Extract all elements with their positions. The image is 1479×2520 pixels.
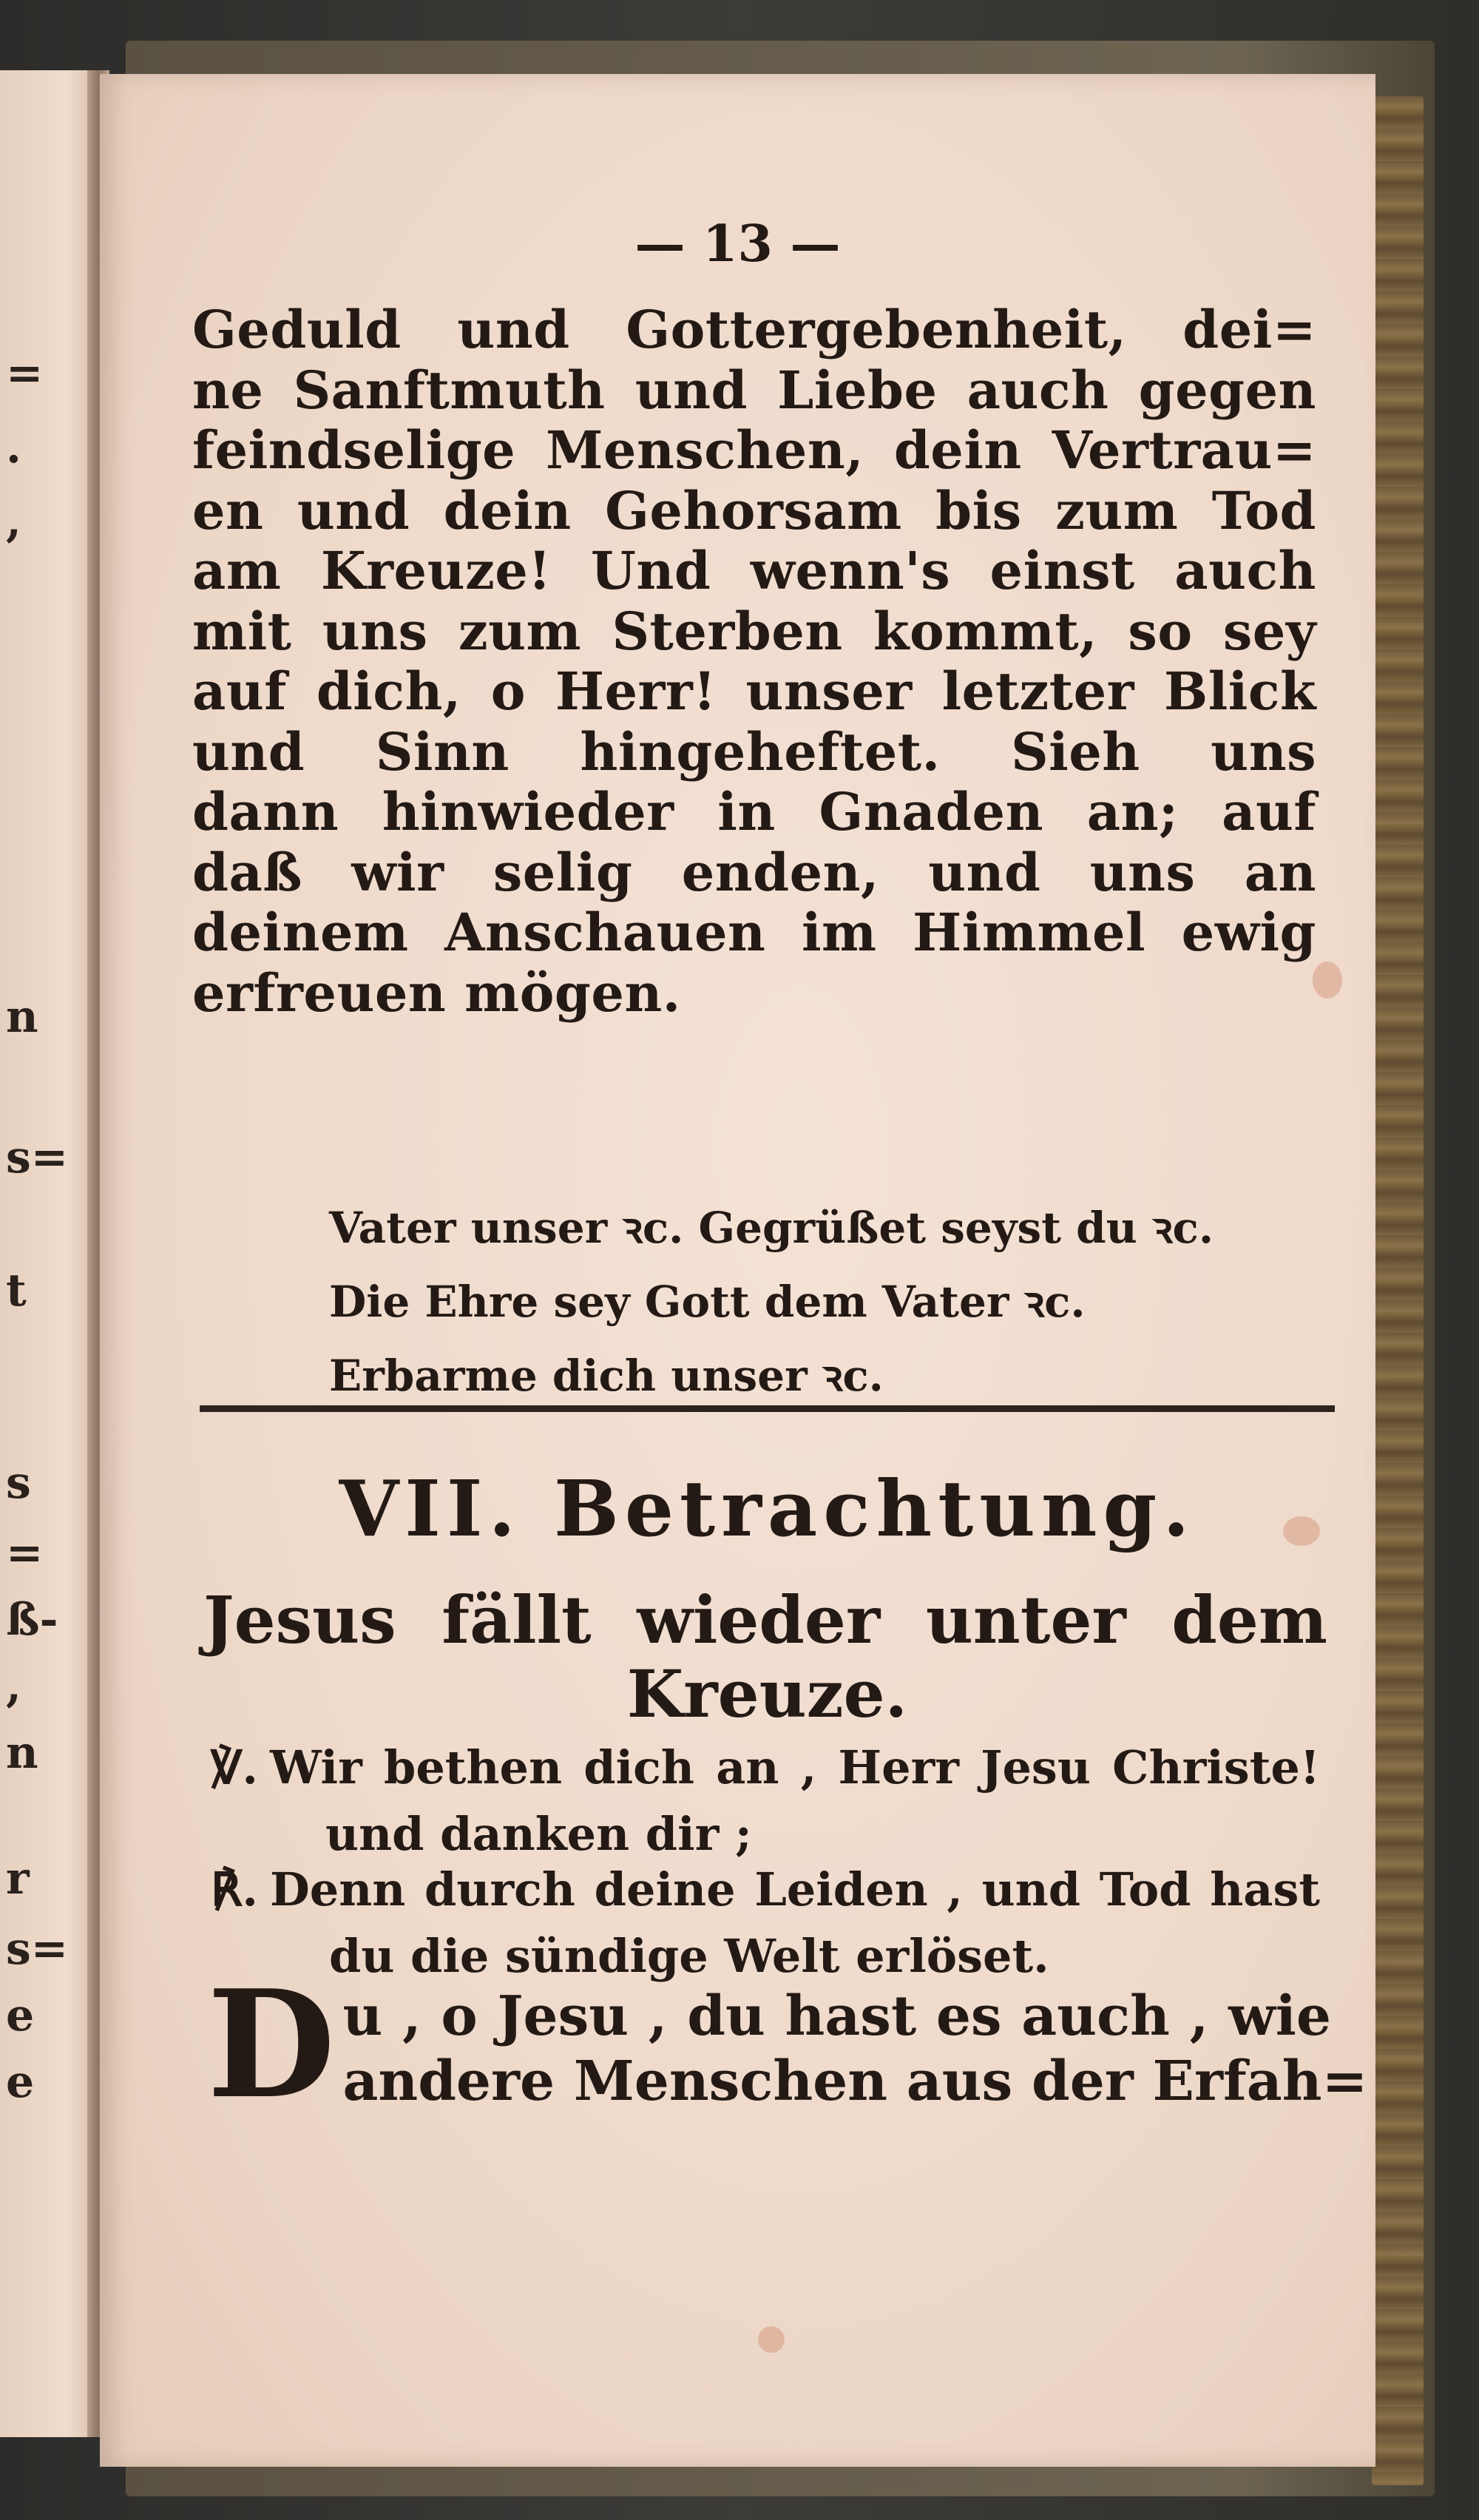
left-page-fragment: e bbox=[6, 1990, 35, 2041]
response bbox=[211, 1857, 1335, 1990]
body-paragraph bbox=[192, 300, 1316, 1023]
body-line: feindselige Menschen, dein Vertrau= bbox=[192, 419, 1316, 481]
left-page-fragment: ß- bbox=[6, 1594, 58, 1646]
versicle bbox=[211, 1734, 1335, 1868]
section-divider bbox=[200, 1405, 1335, 1412]
response-symbol: ℟. bbox=[211, 1862, 258, 1916]
prayer-list bbox=[329, 1191, 1290, 1413]
left-page-fragment: n bbox=[6, 1727, 38, 1779]
response-line: du die sündige Welt erlöset. bbox=[329, 1929, 1049, 1983]
body-line: am Kreuze! Und wenn's einst auch bbox=[192, 540, 1316, 601]
prayer-line: Die Ehre sey Gott dem Vater ꝛc. bbox=[329, 1277, 1086, 1327]
prayer-line: Vater unser ꝛc. Gegrüßet seyst du ꝛc. bbox=[329, 1203, 1214, 1253]
opening-line: andere Menschen aus der Erfah= bbox=[342, 2050, 1368, 2113]
paper-stain bbox=[1313, 962, 1342, 999]
left-page-fragment: . bbox=[6, 422, 21, 473]
book-page bbox=[100, 74, 1375, 2467]
left-page-fragment: t bbox=[6, 1265, 27, 1317]
left-facing-page bbox=[0, 70, 96, 2437]
left-page-fragment: s= bbox=[6, 1132, 69, 1183]
section-title: VII. Betrachtung. bbox=[339, 1463, 1196, 1554]
body-line: Geduld und Gottergebenheit, dei= bbox=[192, 299, 1316, 360]
body-line: mit uns zum Sterben kommt, so sey bbox=[192, 600, 1316, 662]
drop-cap: D bbox=[207, 1958, 336, 2132]
body-line: auf dich, o Herr! unser letzter Blick bbox=[192, 661, 1316, 722]
page-number: — 13 — bbox=[634, 214, 841, 274]
left-page-fragment: , bbox=[6, 1661, 21, 1712]
opening-line: u , o Jesu , du hast es auch , wie bbox=[342, 1984, 1331, 2048]
left-page-fragment: = bbox=[6, 348, 44, 399]
body-line: ne Sanftmuth und Liebe auch gegen bbox=[192, 359, 1316, 421]
left-page-fragment: , bbox=[6, 496, 21, 547]
body-line: dann hinwieder in Gnaden an; auf bbox=[192, 781, 1316, 842]
body-line: deinem Anschauen im Himmel ewig bbox=[192, 902, 1316, 963]
body-line: und Sinn hingeheftet. Sieh uns bbox=[192, 720, 1316, 783]
left-page-fragment: n bbox=[6, 991, 38, 1043]
left-page-fragment: r bbox=[6, 1853, 30, 1905]
versicle-symbol: ℣. bbox=[211, 1740, 258, 1794]
response-line: Denn durch deine Leiden , und Tod hast bbox=[270, 1862, 1320, 1916]
body-line: daß wir selig enden, und uns an bbox=[192, 841, 1316, 903]
left-page-fragment: e bbox=[6, 2056, 35, 2108]
left-page-fragment: s= bbox=[6, 1923, 69, 1975]
versicle-line: und danken dir ; bbox=[325, 1807, 752, 1861]
left-page-fragment: = bbox=[6, 1527, 44, 1579]
opening-paragraph bbox=[207, 1958, 1368, 2132]
prayer-line: Erbarme dich unser ꝛc. bbox=[329, 1351, 884, 1401]
left-page-fragment: s bbox=[6, 1457, 31, 1509]
section-subtitle-line: Jesus fällt wieder unter dem bbox=[203, 1581, 1327, 1658]
book-spine-edge bbox=[1372, 96, 1424, 2485]
body-line: erfreuen mögen. bbox=[192, 962, 681, 1024]
versicle-line: Wir bethen dich an , Herr Jesu Christe! bbox=[270, 1740, 1320, 1794]
paper-stain bbox=[758, 2326, 785, 2353]
body-line: en und dein Gehorsam bis zum Tod bbox=[192, 479, 1316, 541]
section-subtitle-line: Kreuze. bbox=[626, 1655, 908, 1732]
